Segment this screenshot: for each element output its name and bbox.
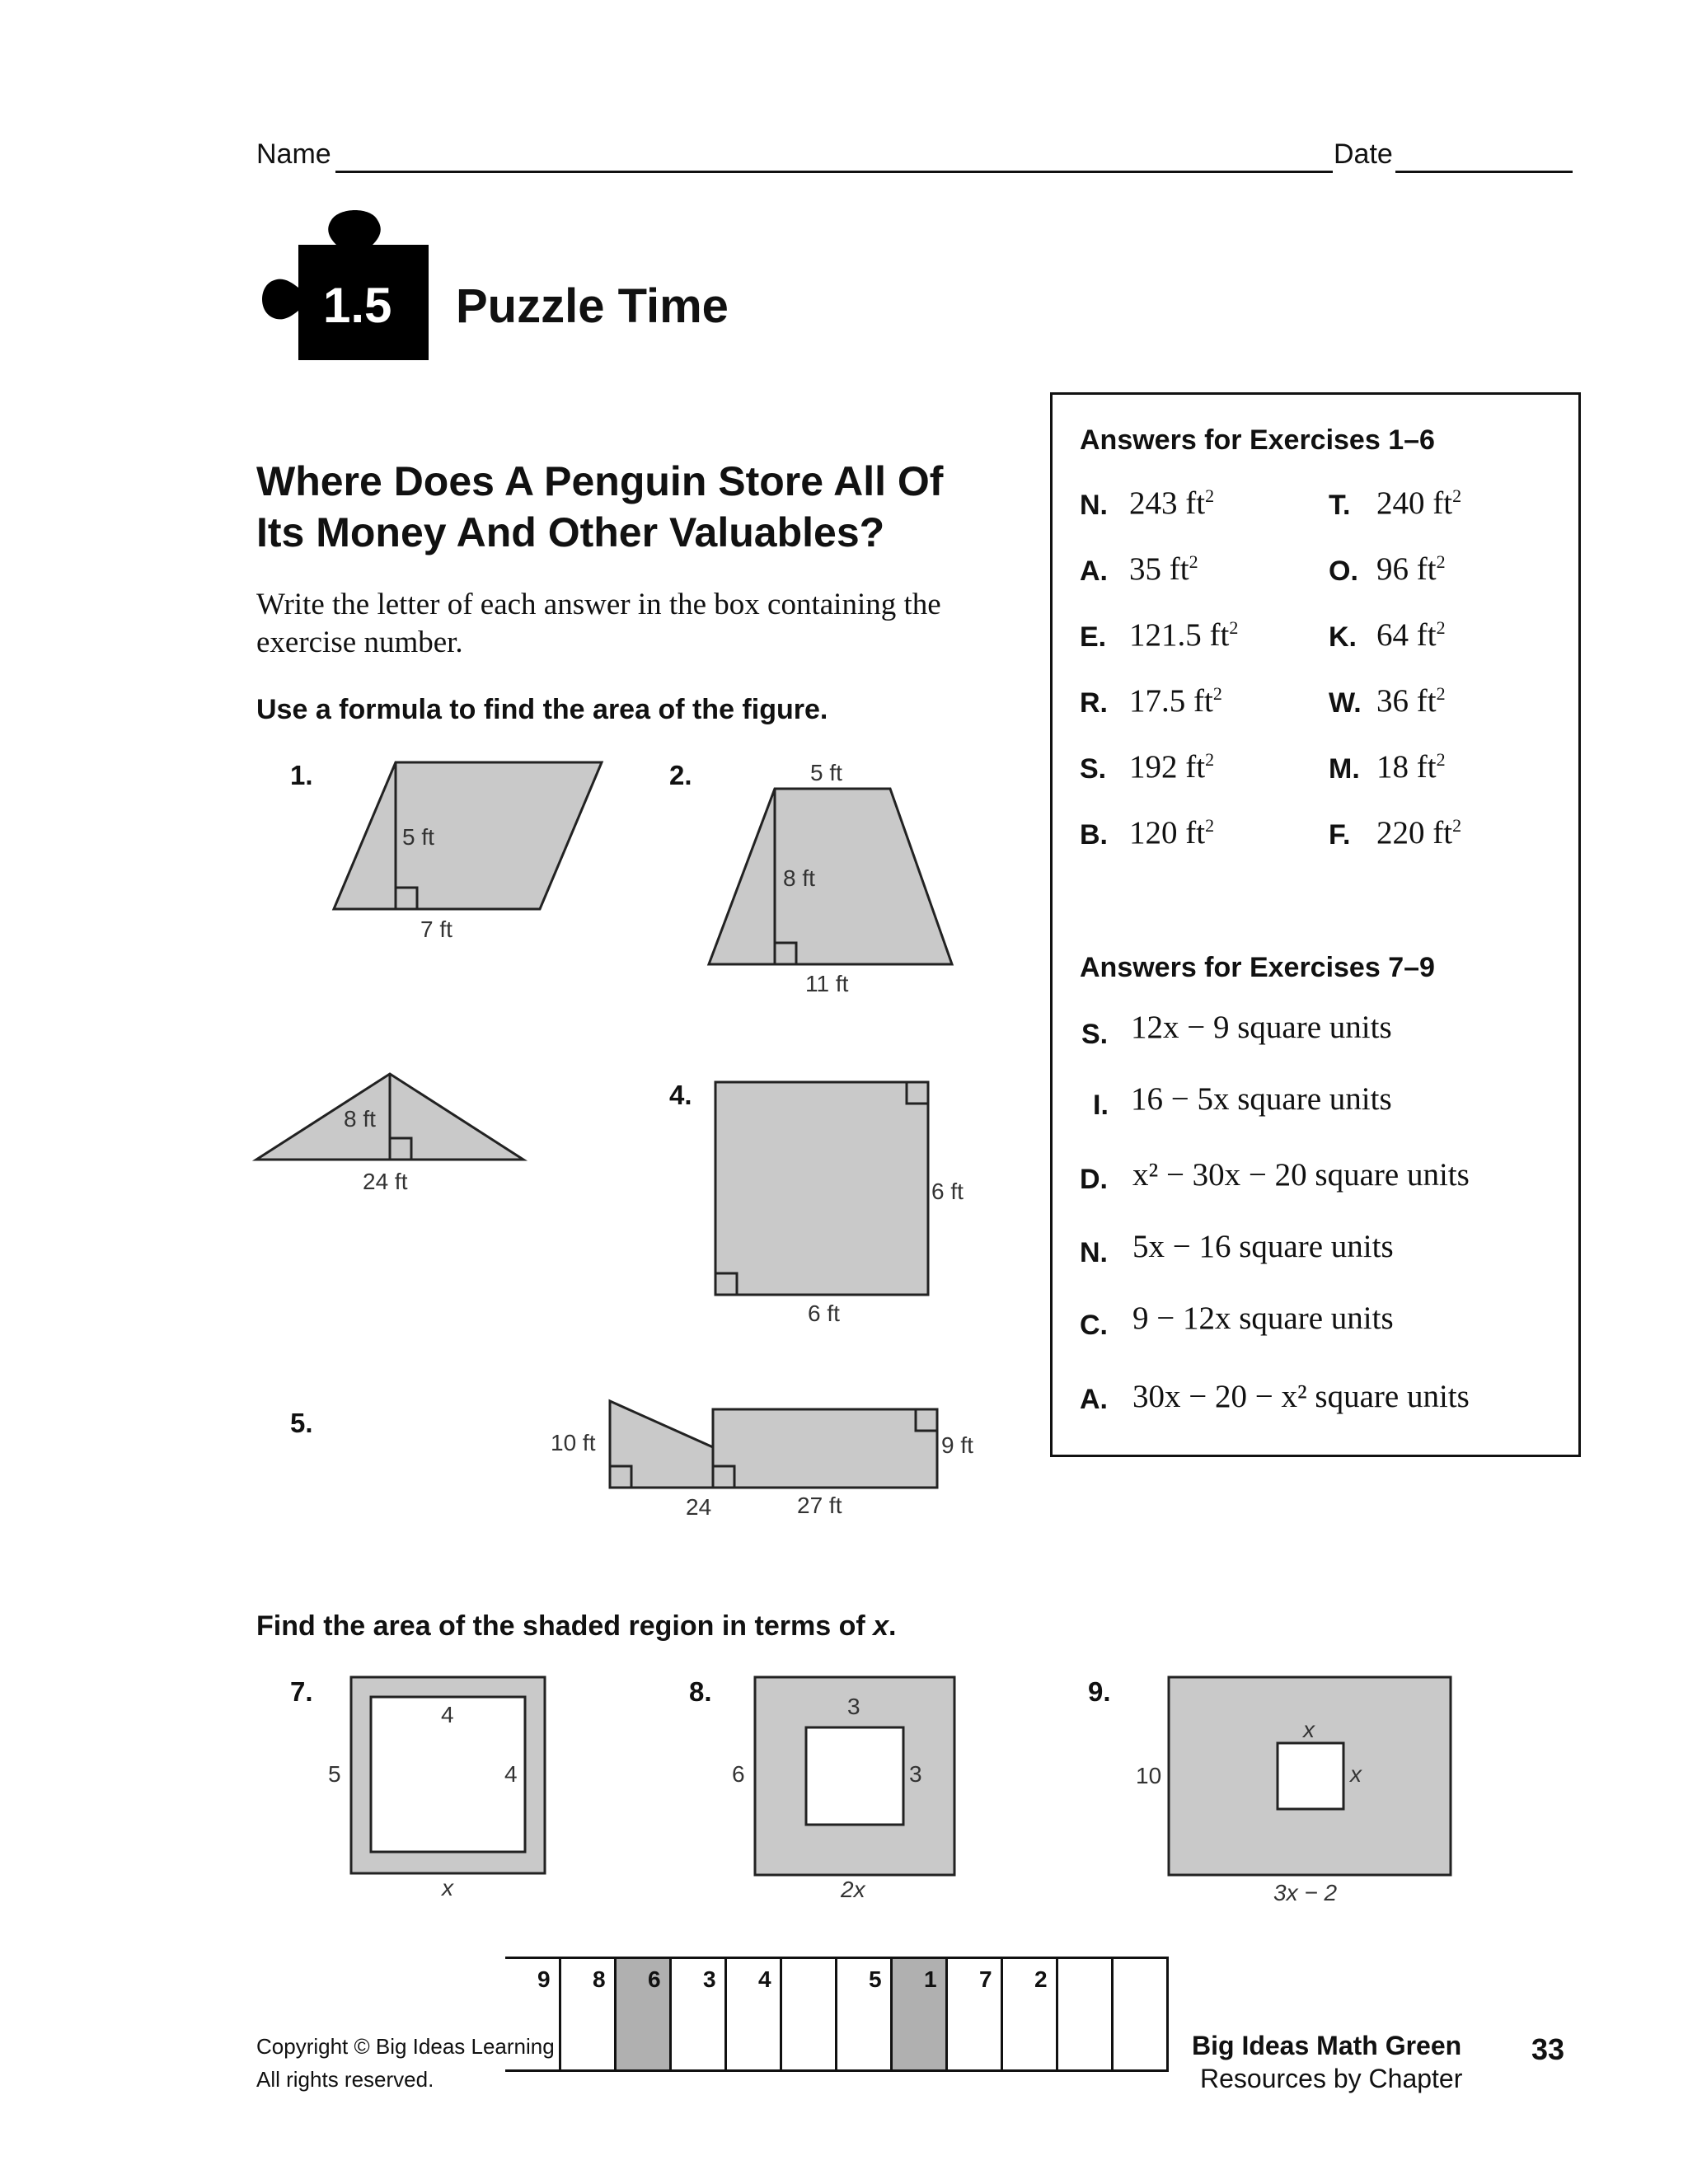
answer-strip-box[interactable] [780, 1957, 837, 2072]
answer-1-6-value: 240 $ft^2$ [1376, 485, 1462, 521]
answer-strip-number: 5 [869, 1966, 882, 1992]
answer-1-6-value: 192 $ft^2$ [1129, 749, 1215, 785]
answers-1-6-heading: Answers for Exercises 1–6 [1080, 424, 1435, 456]
fig7-shaded-square [321, 1673, 560, 1908]
fig8-outer-side-label: 6 [732, 1761, 745, 1787]
answer-7-9-value: x² − 30x − 20 square units [1132, 1157, 1470, 1193]
fig2-top-label: 5 ft [810, 760, 842, 785]
page-number: 33 [1531, 2032, 1565, 2066]
fig4-base-label: 6 ft [808, 1301, 840, 1326]
fig7-number: 7. [290, 1676, 313, 1707]
answer-1-6-value: 243 $ft^2$ [1129, 485, 1215, 521]
section-number: 1.5 [323, 278, 392, 333]
section2-instruction: Find the area of the shaded region in terms of x. [256, 1610, 897, 1642]
answer-strip-number: 9 [537, 1966, 551, 1992]
answer-1-6-letter: B. [1080, 819, 1108, 851]
fig9-outer-side-label: 10 [1136, 1763, 1162, 1788]
answer-strip-box[interactable] [1056, 1957, 1114, 2072]
book-subtitle: Resources by Chapter [1200, 2064, 1463, 2093]
fig5-tri-height-label: 10 ft [551, 1430, 596, 1455]
answer-strip-number: 8 [593, 1966, 606, 1992]
instructions-line-2: exercise number. [256, 626, 463, 659]
name-label: Name [256, 138, 331, 170]
instructions-line-1: Write the letter of each answer in the box containing the [256, 588, 941, 621]
answers-7-9-heading: Answers for Exercises 7–9 [1080, 952, 1435, 983]
fig5-composite [544, 1393, 997, 1525]
answer-1-6-letter: A. [1080, 555, 1108, 587]
fig8-number: 8. [689, 1676, 712, 1707]
answer-1-6-value: 36 $ft^2$ [1376, 683, 1446, 719]
answer-1-6-letter: S. [1080, 753, 1107, 785]
fig9-inner-side-label: x [1350, 1761, 1362, 1787]
answer-strip-number: 7 [979, 1966, 992, 1992]
fig3-triangle [251, 1067, 532, 1199]
answer-strip-box[interactable] [1001, 1957, 1058, 2072]
fig2-trapezoid [705, 754, 968, 1001]
page-title: Puzzle Time [456, 279, 729, 333]
answer-7-9-letter: S. [1081, 1019, 1109, 1050]
answer-strip-number: 6 [648, 1966, 661, 1992]
answer-1-6-letter: E. [1080, 621, 1107, 653]
answer-strip-box[interactable] [945, 1957, 1003, 2072]
date-field[interactable] [1395, 171, 1573, 173]
answer-strip-number: 3 [703, 1966, 716, 1992]
answer-strip-box[interactable] [890, 1957, 948, 2072]
fig7-outer-base-label: x [442, 1875, 453, 1900]
answer-7-9-value: 16 − 5x square units [1131, 1081, 1392, 1117]
fig4-side-label: 6 ft [931, 1179, 964, 1204]
fig8-outer-base-label: 2x [841, 1877, 865, 1902]
answer-strip-box[interactable] [835, 1957, 893, 2072]
fig9-inner-top-label: x [1303, 1717, 1315, 1742]
riddle-line-1: Where Does A Penguin Store All Of [256, 458, 944, 504]
fig7-inner-top-label: 4 [441, 1702, 454, 1727]
answer-1-6-letter: O. [1329, 555, 1358, 587]
answer-7-9-letter: D. [1080, 1164, 1108, 1195]
answer-7-9-value: 30x − 20 − x² square units [1132, 1379, 1470, 1414]
fig3-height-label: 8 ft [344, 1106, 376, 1132]
answer-1-6-value: 220 $ft^2$ [1376, 815, 1462, 851]
answer-1-6-letter: T. [1329, 490, 1351, 521]
answer-1-6-letter: N. [1080, 490, 1108, 521]
riddle-line-2: Its Money And Other Valuables? [256, 509, 885, 555]
fig2-base-label: 11 ft [805, 971, 849, 996]
fig9-shaded-rectangle [1129, 1673, 1467, 1912]
fig5-number: 5. [290, 1408, 313, 1438]
fig3-base-label: 24 ft [363, 1169, 408, 1194]
answer-strip-box[interactable] [724, 1957, 782, 2072]
answer-1-6-value: 35 $ft^2$ [1129, 551, 1198, 587]
date-label: Date [1334, 138, 1393, 170]
answer-1-6-value: 120 $ft^2$ [1129, 815, 1215, 851]
fig4-number: 4. [669, 1080, 692, 1110]
answer-1-6-letter: R. [1080, 687, 1108, 719]
answer-1-6-letter: K. [1329, 621, 1357, 653]
copyright-line-2: All rights reserved. [256, 2067, 434, 2092]
book-title: Big Ideas Math Green [1192, 2031, 1462, 2060]
fig8-inner-side-label: 3 [909, 1761, 922, 1787]
answer-1-6-letter: F. [1329, 819, 1351, 851]
fig8-shaded-square [725, 1673, 964, 1908]
answer-7-9-letter: A. [1080, 1384, 1108, 1415]
answer-7-9-value: 12x − 9 square units [1131, 1010, 1392, 1045]
answer-7-9-value: 5x − 16 square units [1132, 1229, 1394, 1264]
fig7-inner-side-label: 4 [504, 1761, 518, 1787]
answer-1-6-letter: M. [1329, 753, 1360, 785]
fig7-outer-side-label: 5 [328, 1761, 341, 1787]
fig9-outer-base-label: 3x − 2 [1273, 1880, 1338, 1905]
fig2-number: 2. [669, 760, 692, 790]
fig5-tri-base-label: 24 [686, 1494, 712, 1520]
answer-strip-box[interactable] [614, 1957, 672, 2072]
fig1-height-label: 5 ft [402, 824, 434, 850]
answer-strip-box[interactable] [559, 1957, 617, 2072]
fig5-rect-height-label: 9 ft [941, 1432, 973, 1458]
fig1-number: 1. [290, 760, 313, 790]
answer-1-6-value: 18 $ft^2$ [1376, 749, 1446, 785]
strip-bottom-line [505, 2069, 559, 2072]
section1-instruction: Use a formula to find the area of the figure. [256, 694, 828, 725]
name-field[interactable] [335, 171, 1333, 173]
answer-1-6-value: 121.5 $ft^2$ [1129, 617, 1239, 653]
fig8-inner-top-label: 3 [847, 1694, 860, 1719]
strip-top-line [505, 1957, 559, 1959]
fig9-number: 9. [1088, 1676, 1111, 1707]
answer-7-9-letter: C. [1080, 1310, 1108, 1341]
answer-strip-number: 1 [924, 1966, 937, 1992]
fig1-parallelogram [330, 754, 610, 944]
fig5-rect-base-label: 27 ft [797, 1493, 842, 1518]
answer-strip-number: 2 [1034, 1966, 1048, 1992]
copyright-line-1: Copyright © Big Ideas Learning [256, 2034, 555, 2059]
fig4-square [709, 1076, 981, 1331]
answer-7-9-letter: N. [1080, 1237, 1108, 1268]
answer-strip-box[interactable] [669, 1957, 727, 2072]
fig2-height-label: 8 ft [783, 865, 815, 891]
answer-strip-box[interactable] [1111, 1957, 1169, 2072]
answer-1-6-value: 64 $ft^2$ [1376, 617, 1446, 653]
answer-7-9-value: 9 − 12x square units [1132, 1301, 1394, 1336]
answer-1-6-value: 17.5 $ft^2$ [1129, 683, 1222, 719]
answer-1-6-value: 96 $ft^2$ [1376, 551, 1446, 587]
fig1-base-label: 7 ft [420, 916, 452, 942]
answer-7-9-letter: I. [1093, 1090, 1109, 1121]
answer-1-6-letter: W. [1329, 687, 1362, 719]
answer-strip-number: 4 [758, 1966, 771, 1992]
